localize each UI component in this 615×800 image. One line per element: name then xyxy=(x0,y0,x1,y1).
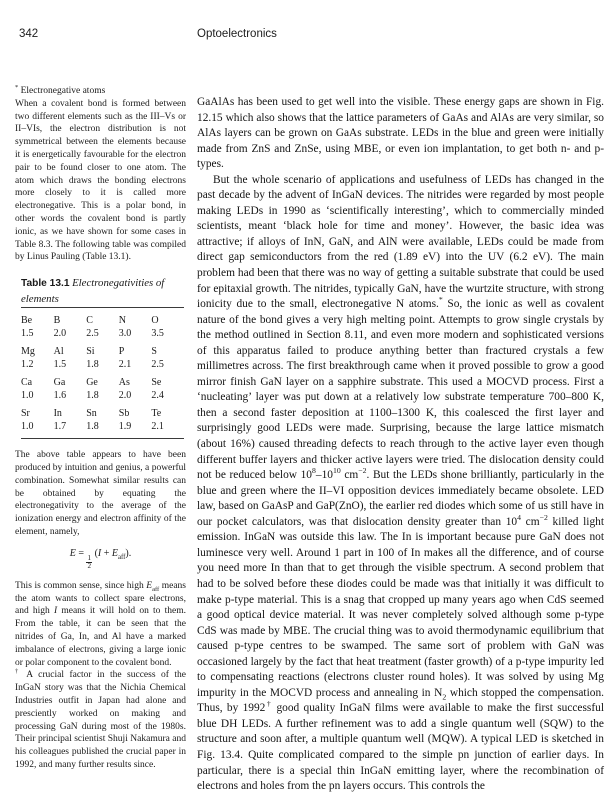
electronegativity-value-row xyxy=(21,420,184,433)
electronegativity-value: 3.5 xyxy=(151,328,164,340)
element-symbol: Sn xyxy=(86,408,97,420)
electronegativity-value: 1.8 xyxy=(86,421,99,433)
element-symbol: S xyxy=(151,346,157,358)
electronegativity-value: 1.5 xyxy=(53,359,67,371)
element-symbol: Be xyxy=(21,315,33,327)
body-paragraph-2: But the whole scenario of applications and usefulness of LEDs has changed in the past decade by the advent of InGaN devices. The nitrides were regarded by most people making LEDs in 1990 as ‘scientifically interesting’, which to commercially minded scientists, meant ‘black hole for time and money’. However, the basic idea was attractive; if alloys of InN, GaN, and AlN were available, LEDs could be made from direct gap semiconductors from the red (1.89 eV) into the UV (6.2 eV). The main problem had been that there was no way of getting a suitable substrate that could be used for epitaxial growth. The nitrides, typically GaN, have the wurtzite structure, with strong ionicity due to the small, electronegative N atoms.* So, the ionic as well as covalent nature of the bond gives a very high melting point. Attempts to grow single crystals by the method outlined in Section 8.11, and even more modern and sophisticated versions of this apparatus failed to produce anything better than fractured crystals a few millimetres across. The first breakthrough came when it proved possible to grow a good mirror finish GaN layer on a sapphire substrate. This used a MOCVD process. First a ‘nucleating’ layer was put down at a relatively low substrate temperature 700–800 K, then a second faster deposition at 1100–1300 K, this coalesced the first layer and surprisingly good LEDs were made. Surprising, because the large lattice mismatch (about 16%) caused threading defects to reach through to the active layer even though different buffer layers and thicker active layers were tried. The dislocation density could not be reduced below $10^8-10^{10}$ $cm^{-2}$. But the LEDs shone brilliantly, particularly in the blue and green where the II–VI opposition devices immediately became obsolete. LED law, based on GaAsP and GaP(ZnO), the earlier red diodes which some of us still have in our pocket calculators, was that dislocation density greater than $10^4$ $cm^{-2}$ killed light emission. InGaN was outside this law. The In is important because pure GaN does not luminesce very well. Around 1 part in 100 of In makes all the difference, and of course you need more In than that to get through the visible spectrum. A second problem that had to be solved before these diodes could be made was that initially it was difficult to make p-type material. This is a snag that cropped up many years ago when CdS seemed a good optical device material. It was never completely solved although some p-type CdS was made by MBE. The crucial thing was to avoid thermodynamic equilibrium that caused p-type centres to be swamped. The same sort of problem with GaN was occasioned largely by the fact that heat treatment (faster growth) of a p-type impurity led to compensating reactions (electrons cluster round holes). It was solved by using Mg impurity in the MOCVD process and annealing in $N_2$ which stopped the compensation. Thus, by 1992† good quality InGaN films were available to make the first successful blue DH LEDs. A further refinement was to add a single quantum well (SQW) to the structure and soon after, a multiple quantum well (MQW). A typical LED is sketched in Fig. 13.4. Quite complicated compared to the simple pn junction of earlier days. In particular, there is a special thin InGaN emitting layer, where the recombination of electrons and holes from the pn layers occurs. This controls the xyxy=(197,173,605,793)
table-row-group xyxy=(21,345,184,371)
element-symbol: Si xyxy=(86,346,95,358)
element-symbol: Se xyxy=(151,377,162,389)
margin-note-star-title: * Electronegative atoms xyxy=(15,83,106,96)
element-symbol-row xyxy=(21,345,184,358)
margin-paragraph-intuition: The above table appears to have been produced by intuition and genius, a powerful combination. Somewhat similar results can be obtained by equating the electronegativity to the average of the ionization energy and electron affinity of the element, namely, xyxy=(15,450,186,537)
element-symbol-row xyxy=(21,314,184,327)
electronegativity-value: 1.9 xyxy=(118,421,132,433)
electronegativity-value-row xyxy=(21,327,184,340)
electronegativity-value: 2.5 xyxy=(151,359,164,371)
electronegativity-value: 1.7 xyxy=(53,421,67,433)
electronegativity-table xyxy=(21,307,184,439)
element-symbol: Mg xyxy=(21,346,35,358)
table-caption-text: Electronegativities of elements xyxy=(21,277,165,305)
table-row-group xyxy=(21,314,184,340)
electronegativity-value: 2.0 xyxy=(118,390,132,402)
electronegativity-value: 2.5 xyxy=(86,328,99,340)
table-row-group xyxy=(21,407,184,433)
footnote-dagger: † A crucial factor in the success of the InGaN story was that the Nichia Chemical Industries outfit in Japan had alone and presciently worked on making and processing GaN during most of the 1980s. Their principal scientist Shuji Nakamura and his colleagues published the crucial paper in 1992, and many further results since. xyxy=(15,668,187,770)
element-symbol: Al xyxy=(53,346,64,358)
body-column xyxy=(197,95,604,795)
element-symbol: Ca xyxy=(21,377,33,389)
table-row-group xyxy=(21,376,184,402)
electronegativity-value-row xyxy=(21,358,184,371)
element-symbol: In xyxy=(53,408,62,420)
element-symbol-row xyxy=(21,407,184,420)
electronegativity-value: 1.0 xyxy=(21,390,34,402)
margin-column xyxy=(15,85,186,772)
element-symbol: Sr xyxy=(21,408,30,420)
page-number: 342 xyxy=(19,28,39,40)
running-head: Optoelectronics xyxy=(197,28,277,40)
body-paragraph-1: GaAlAs has been used to get well into the visible. These energy gaps are shown in Fig. 12.15 which also shows that the lattice parameters of GaAs and AlAs are very similar, so AlAs layers can be grown on GaAs substrate. LEDs in the blue and green were initially made from ZnS and ZnSe, using MBE, or even ion implantation, to get both n- and p-types. xyxy=(197,96,604,171)
electronegativity-formula: E = $\frac{1}{2}$ $(I + E_{aff})$. xyxy=(69,547,132,571)
margin-paragraph-common-sense: This is common sense, since high $E_{aff}$ means the atom wants to collect spare electrons, and high I means it will hold on to them. From the table, it can be seen that the nitrides of Ga, In, and Al have a marked imbalance of electrons, giving a large ionic or polar component to the covalent bond. xyxy=(15,580,186,668)
margin-note-star-body: When a covalent bond is formed between two different elements such as the III–Vs or II–VIs, the electron distribution is not symmetrical between the elements because it is energetically favourable for the electron pair to be found closer to one atom. The atom which draws the bonding electrons more closely to it is called more electronegative. This is a polar bond, in other words the covalent bond is partly ionic, as we have shown for some cases in Table 8.3. The following table was compiled by Linus Pauling (Table 13.1). xyxy=(15,98,186,263)
table-label: Table 13.1 xyxy=(21,278,70,290)
electronegativity-value: 2.1 xyxy=(151,421,164,433)
element-symbol: As xyxy=(118,377,130,389)
electronegativity-value: 1.0 xyxy=(21,421,34,433)
element-symbol: O xyxy=(151,315,159,327)
element-symbol: P xyxy=(118,346,125,358)
electronegativity-value: 2.0 xyxy=(53,328,67,340)
element-symbol: B xyxy=(53,315,61,327)
element-symbol: Sb xyxy=(118,408,130,420)
fraction-one-half: $\frac{1}{2}$ xyxy=(87,553,92,571)
page-header xyxy=(0,28,615,44)
element-symbol: Ga xyxy=(53,377,66,389)
electronegativity-value: 1.5 xyxy=(21,328,34,340)
element-symbol-row xyxy=(21,376,184,389)
electronegativity-value: 2.1 xyxy=(118,359,132,371)
electronegativity-value: 1.8 xyxy=(86,390,99,402)
table-13-1-block xyxy=(21,276,184,439)
electronegativity-value: 2.4 xyxy=(151,390,164,402)
element-symbol: Te xyxy=(151,408,162,420)
table-caption xyxy=(21,276,184,307)
electronegativity-value-row xyxy=(21,389,184,402)
electronegativity-value: 1.6 xyxy=(53,390,67,402)
electronegativity-value: 1.8 xyxy=(86,359,99,371)
electronegativity-value: 1.2 xyxy=(21,359,34,371)
element-symbol: Ge xyxy=(86,377,98,389)
element-symbol: C xyxy=(86,315,93,327)
element-symbol: N xyxy=(118,315,127,327)
electronegativity-value: 3.0 xyxy=(118,328,132,340)
